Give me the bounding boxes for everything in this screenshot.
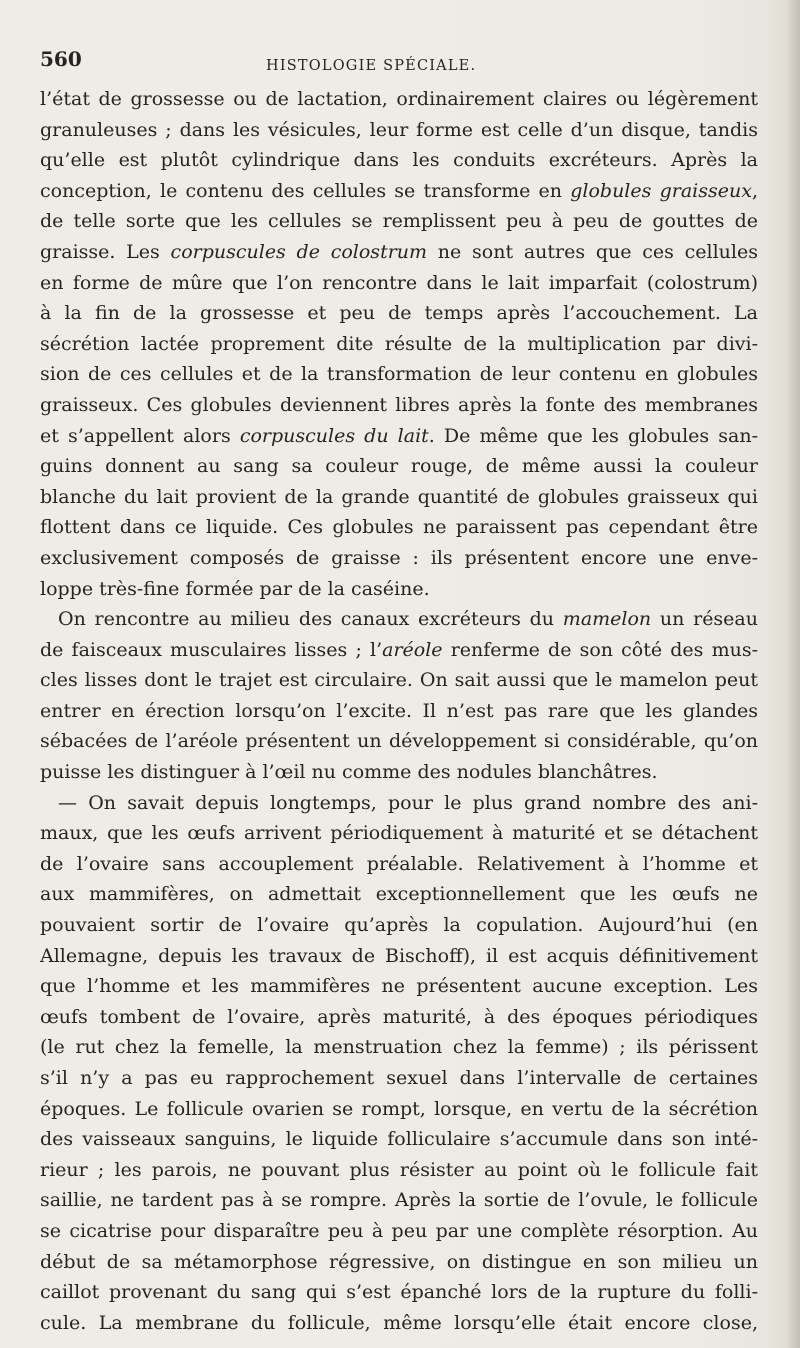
text-line: à la fin de la grossesse et peu de temps après l’accouchement. La <box>40 302 758 325</box>
text-line: sion de ces cellules et de la transformation de leur contenu en globules <box>40 363 758 386</box>
text-line: l’état de grossesse ou de lactation, ordinairement claires ou légèrement <box>40 88 758 110</box>
text-line: cles lisses dont le trajet est circulaire. On sait aussi que le mamelon peut <box>40 669 758 692</box>
text-line: en forme de mûre que l’on rencontre dans le lait imparfait (colostrum) <box>40 271 758 294</box>
italic-term: globules graisseux <box>570 179 752 202</box>
text-line: graisseux. Ces globules deviennent libres après la fonte des membranes <box>40 393 758 416</box>
text-line: flottent dans ce liquide. Ces globules ne paraissent pas cependant être <box>40 516 758 539</box>
text-line: de telle sorte que les cellules se remplissent peu à peu de gouttes de <box>40 210 758 233</box>
text-line: pouvaient sortir de l’ovaire qu’après la copulation. Aujourd’hui (en <box>40 914 758 937</box>
italic-term: corpuscules du lait <box>239 424 429 447</box>
text-line: guins donnent au sang sa couleur rouge, de même aussi la couleur <box>40 455 758 478</box>
text-line: que l’homme et les mammifères ne présentent aucune exception. Les <box>40 975 758 998</box>
body-text <box>40 84 758 1338</box>
running-head: HISTOLOGIE SPÉCIALE. <box>266 58 477 74</box>
italic-term: mamelon <box>562 608 652 631</box>
text-line: sébacées de l’aréole présentent un développement si considérable, qu’on <box>40 730 758 753</box>
page-edge-shadow <box>786 0 800 1348</box>
text-line: saillie, ne tardent pas à se rompre. Après la sortie de l’ovule, le follicule <box>40 1189 758 1212</box>
text-line: aux mammifères, on admettait exceptionnellement que les œufs ne <box>40 883 758 906</box>
text-line: granuleuses ; dans les vésicules, leur forme est celle d’un disque, tandis <box>40 118 758 141</box>
page-number: 560 <box>40 47 82 71</box>
text-line: graisse. Les corpuscules de colostrum ne sont autres que ces cellules <box>40 240 758 263</box>
text-line: des vaisseaux sanguins, le liquide folliculaire s’accumule dans son inté- <box>40 1128 758 1151</box>
italic-term: corpuscules de colostrum <box>170 240 428 263</box>
text-line: de l’ovaire sans accouplement préalable. Relativement à l’homme et <box>40 852 758 875</box>
text-line: caillot provenant du sang qui s’est épanché lors de la rupture du folli- <box>40 1281 758 1304</box>
text-line: (le rut chez la femelle, la menstruation chez la femme) ; ils périssent <box>40 1036 758 1059</box>
text-line: rieur ; les parois, ne pouvant plus résister au point où le follicule fait <box>40 1158 758 1181</box>
text-line: s’il n’y a pas eu rapprochement sexuel dans l’intervalle de certaines <box>40 1067 758 1089</box>
text-line: entrer en érection lorsqu’on l’excite. Il n’est pas rare que les glandes <box>40 699 758 722</box>
text-line: sécrétion lactée proprement dite résulte de la multiplication par divi- <box>40 332 758 355</box>
text-line: époques. Le follicule ovarien se rompt, lorsque, en vertu de la sécrétion <box>40 1097 758 1120</box>
text-line: puisse les distinguer à l’œil nu comme des nodules blanchâtres. <box>40 761 658 784</box>
text-line: loppe très-fine formée par de la caséine. <box>40 577 430 600</box>
italic-term: aréole <box>382 638 443 661</box>
text-line: et s’appellent alors corpuscules du lait. De même que les globules san- <box>40 424 758 447</box>
text-line: de faisceaux musculaires lisses ; l’aréole renferme de son côté des mus- <box>40 638 758 661</box>
text-line: cule. La membrane du follicule, même lorsqu’elle était encore close, <box>40 1311 758 1334</box>
text-line: œufs tombent de l’ovaire, après maturité, à des époques périodiques <box>40 1005 758 1028</box>
text-line: On rencontre au milieu des canaux excréteurs du mamelon un réseau <box>58 608 758 631</box>
text-line: début de sa métamorphose régressive, on distingue en son milieu un <box>40 1250 758 1273</box>
page-header <box>40 47 740 77</box>
text-line: exclusivement composés de graisse : ils présentent encore une enve- <box>40 546 758 569</box>
text-line: qu’elle est plutôt cylindrique dans les conduits excréteurs. Après la <box>40 149 758 172</box>
text-line: maux, que les œufs arrivent périodiquement à maturité et se détachent <box>40 822 758 845</box>
text-line: conception, le contenu des cellules se transforme en globules graisseux, <box>40 179 758 202</box>
text-line: Allemagne, depuis les travaux de Bischoff), il est acquis définitivement <box>40 944 758 967</box>
text-line: se cicatrise pour disparaître peu à peu par une complète résorption. Au <box>40 1219 758 1242</box>
text-line: — On savait depuis longtemps, pour le plus grand nombre des ani- <box>58 791 758 814</box>
text-line: blanche du lait provient de la grande quantité de globules graisseux qui <box>40 485 758 508</box>
